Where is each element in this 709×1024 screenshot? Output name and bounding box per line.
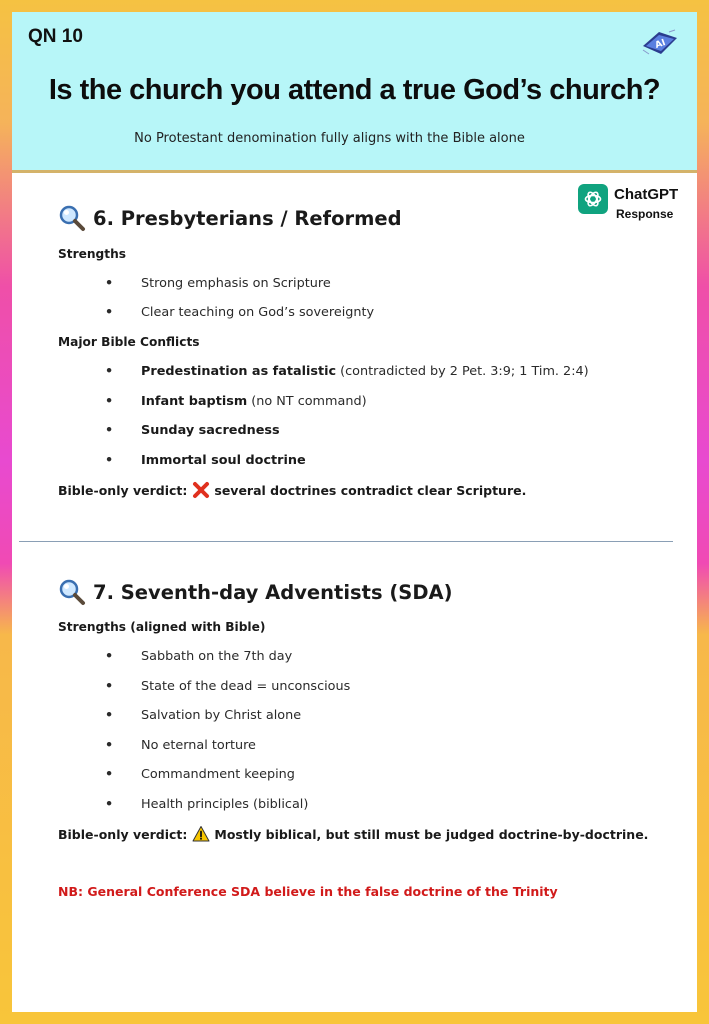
chatgpt-badge <box>578 182 698 226</box>
question-number: QN 10 <box>28 26 83 47</box>
svg-text:AI: AI <box>653 38 667 52</box>
section-6-title: 6. Presbyterians / Reformed <box>93 206 402 230</box>
red-x-icon <box>192 481 210 499</box>
openai-logo-icon <box>578 184 608 214</box>
magnifier-icon <box>58 204 86 232</box>
section-7-heading <box>58 578 453 606</box>
section-7-verdict: Bible-only verdict: Mostly biblical, but still must be judged doctrine-by-doctrine. <box>58 826 649 842</box>
section-7-title: 7. Seventh-day Adventists (SDA) <box>93 580 453 604</box>
section-6-heading <box>58 204 402 232</box>
warning-icon <box>192 825 210 843</box>
badge-name: ChatGPT <box>614 186 679 203</box>
conflicts-label: Major Bible Conflicts <box>58 335 200 349</box>
magnifier-icon <box>58 578 86 606</box>
strengths-label: Strengths (aligned with Bible) <box>58 620 266 634</box>
trinity-note: NB: General Conference SDA believe in the false doctrine of the Trinity <box>58 884 558 899</box>
badge-subtitle: Response <box>616 207 674 221</box>
page-subtitle: No Protestant denomination fully aligns with the Bible alone <box>134 131 525 146</box>
page-title: Is the church you attend a true God’s church? <box>48 74 661 106</box>
header-banner <box>12 12 697 173</box>
section-6-verdict: Bible-only verdict: several doctrines contradict clear Scripture. <box>58 482 527 498</box>
section-divider <box>19 541 673 542</box>
ai-chip-icon <box>639 28 681 58</box>
strengths-label: Strengths <box>58 247 127 261</box>
